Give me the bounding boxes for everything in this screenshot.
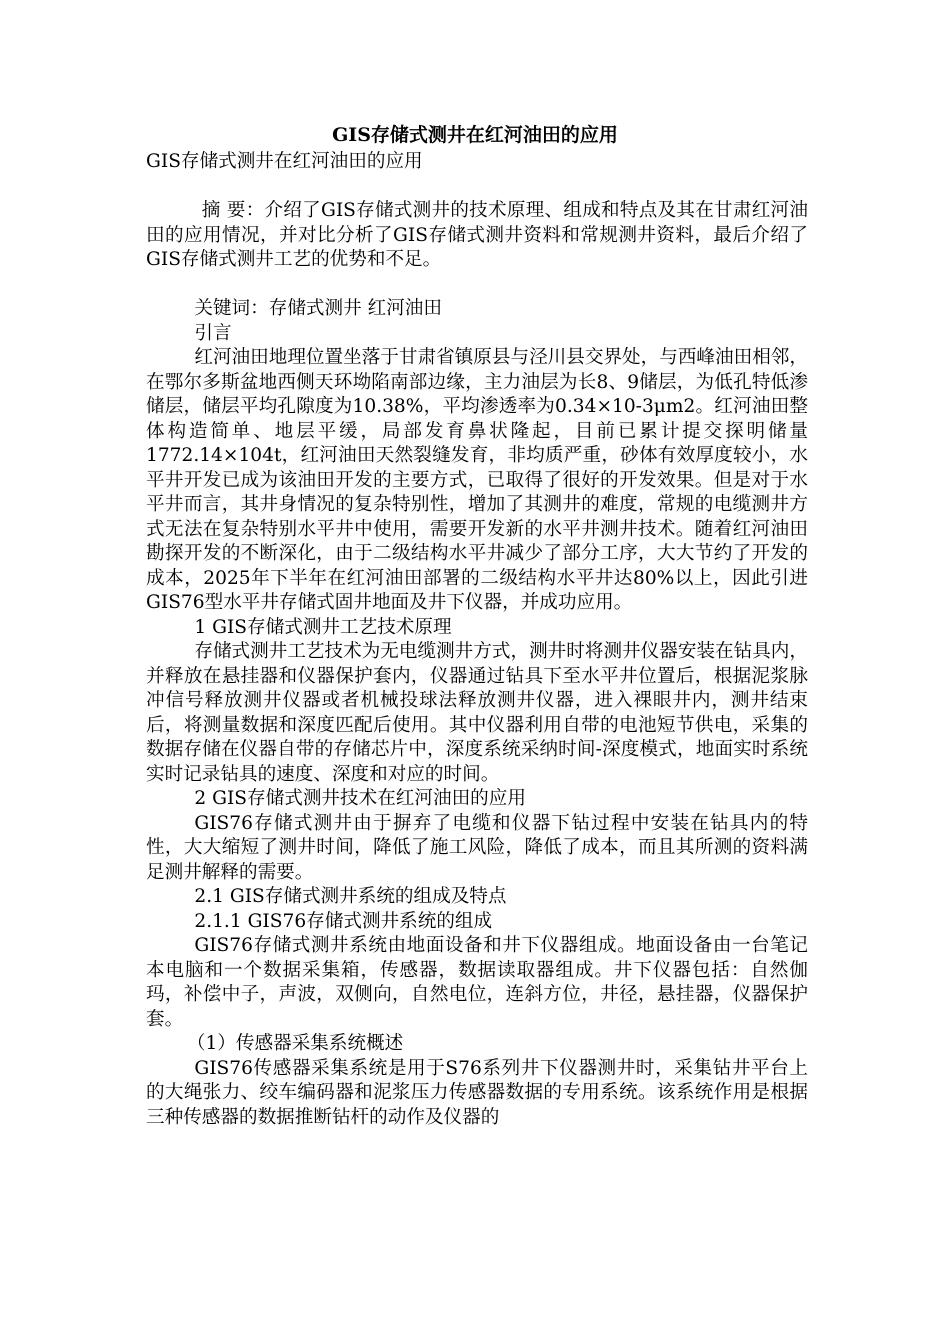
section-1-paragraph: 存储式测井工艺技术为无电缆测井方式，测井时将测井仪器安装在钻具内，并释放在悬挂器和仪器保护套内，仪器通过钻具下至水平井位置后，根据泥浆脉冲信号释放测井仪器或者机械投球法释放测井仪器，进入裸眼井内，测井结束后，将测量数据和深度匹配后使用。其中仪器利用自带的电池短节供电，采集的数据存储在仪器自带的存储芯片中，深度系统采纳时间-深度模式，地面实时系统实时记录钻具的速度、深度和对应的时间。 [146, 641, 808, 785]
spacer [146, 175, 808, 200]
document-title: GIS存储式测井在红河油田的应用 [332, 124, 618, 146]
section-2-1-heading: 2.1 GIS存储式测井系统的组成及特点 [194, 886, 507, 907]
section-2-paragraph: GIS76存储式测井由于摒弃了电缆和仪器下钻过程中安装在钻具内的特性，大大缩短了测井时间，降低了施工风险，降低了成本，而且其所测的资料满足测井解释的需要。 [146, 812, 808, 883]
item-1-heading: （1）传感器采集系统概述 [186, 1033, 404, 1054]
keywords-line: 关键词：存储式测井 红河油田 [194, 298, 442, 319]
document-body [146, 150, 808, 1130]
section-1-heading: 1 GIS存储式测井工艺技术原理 [194, 616, 452, 638]
intro-paragraph: 红河油田地理位置坐落于甘肃省镇原县与泾川县交界处，与西峰油田相邻，在鄂尔多斯盆地西侧天环坳陷南部边缘，主力油层为长8、9储层，为低孔特低渗储层，储层平均孔隙度为10.38%，平均渗透率为0.34×10-3μm2。红河油田整体构造简单、地层平缓，局部发育鼻状隆起，目前已累计提交探明储量1772.14×104t，红河油田天然裂缝发育，非均质严重，砂体有效厚度较小，水平井开发已成为该油田开发的主要方式，已取得了很好的开发效果。但是对于水平井而言，其井身情况的复杂特别性，增加了其测井的难度，常规的电缆测井方式无法在复杂特别水平井中使用，需要开发新的水平井测井技术。随着红河油田勘探开发的不断深化，由于二级结构水平井减少了部分工序，大大节约了开发的成本，2025年下半年在红河油田部署的二级结构水平井达80%以上，因此引进GIS76型水平井存储式固井地面及井下仪器，并成功应用。 [146, 347, 808, 613]
item-1-paragraph: GIS76传感器采集系统是用于S76系列井下仪器测井时，采集钻井平台上的大绳张力、绞车编码器和泥浆压力传感器数据的专用系统。该系统作用是根据三种传感器的数据推断钻杆的动作及仪器的 [146, 1057, 808, 1128]
spacer [146, 273, 808, 298]
abstract-paragraph: 摘 要：介绍了GIS存储式测井的技术原理、组成和特点及其在甘肃红河油田的应用情况，并对比分析了GIS存储式测井资料和常规测井资料，最后介绍了GIS存储式测井工艺的优势和不足。 [146, 200, 808, 270]
section-2-heading: 2 GIS存储式测井技术在红河油田的应用 [194, 788, 526, 809]
intro-heading: 引言 [194, 322, 232, 344]
section-2-1-1-paragraph: GIS76存储式测井系统由地面设备和井下仪器组成。地面设备由一台笔记本电脑和一个数据采集箱，传感器，数据读取器组成。井下仪器包括：自然伽玛，补偿中子，声波，双侧向，自然电位，连斜方位，井径，悬挂器，仪器保护套。 [146, 935, 808, 1030]
section-2-1-1-heading: 2.1.1 GIS76存储式测井系统的组成 [194, 910, 493, 932]
document-subtitle: GIS存储式测井在红河油田的应用 [146, 151, 423, 172]
